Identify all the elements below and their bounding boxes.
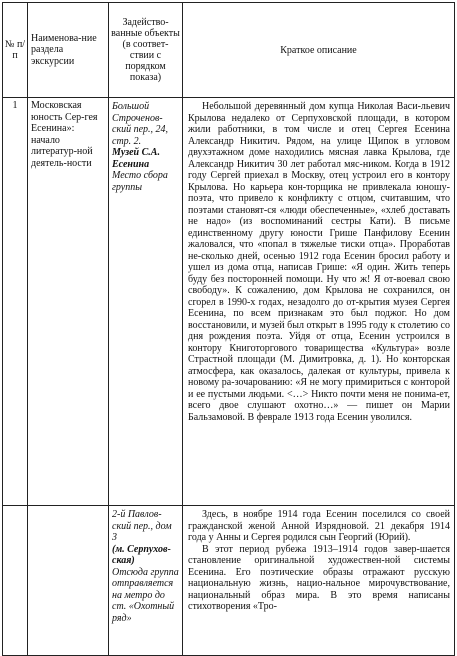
row-objects <box>109 98 183 506</box>
table-row <box>3 98 455 506</box>
header-objects: Задейство-ванные объекты (в соответ-ствии с порядком показа) <box>109 3 183 98</box>
header-section: Наименова-ние раздела экскурсии <box>28 3 109 98</box>
header-description: Краткое описание <box>183 3 455 98</box>
description-paragraph: Небольшой деревянный дом купца Николая Васи-льевич Крылова недалеко от Серпуховской площади, в котором жили работники, в том числе и отец Сергея Есенина Александр Никитич. Рядом, на улице Щипок в угловом двухэтажном доме находились мясная лавка Крылова, где Александр Никитич 30 лет работал мяс-ником. Когда в 1912 году Сергей приехал в Москву, отец устроил его в контору Крылова. Но карьера кон-торщика не привлекала юношу-поэта, что привело к конфликту с отцом, считавшим, что поэтами становят-ся «люди обеспеченные», «хлеб доставать не надо» (из воспоминаний сестры Кати). В письме единственному другу юности Грише Панфилову Есенин жаловался, что «попал в тяжелые тиски отца». Проработав не-сколько дней, осенью 1912 года Есенин бросил работу и ушел из дома отца, написав Грише: «Я один. Жить теперь буду без посторонней помощи. Ну что ж! Я от-воевал свою свободу». К сожалению, дом Крылова не сохранился, он сгорел в 1990-х годах, незадолго до от-крытия музея Сергея Есенина, по всем признакам это был поджог. Но дом восстановили, и музей был открыт в 1995 году к столетию со дня рождения поэта. Уйдя от отца, Есенин устроился в контору Книготоргового товарищества «Культура» возле Страстной площади (М. Димитровка, д. 1). Но конторская атмосфера, как оказалось, далекая от культуры, привела к новому ра-зочарованию: «Я не могу примириться с конторой и ее пустыми людьми. <…> Никто почти меня не понима-ет, всего двое слушают охотно…» — пишет он Марии Бальзамовой. В феврале 1913 года Есенин уволился. <box>188 101 450 423</box>
row-description <box>183 98 455 506</box>
row-num-empty <box>3 506 28 656</box>
row-num: 1 <box>3 98 28 506</box>
object-note: Место сбора группы <box>112 170 168 193</box>
description-paragraph: Здесь, в ноябре 1914 года Есенин поселился со своей гражданской женой Анной Изрядновой. 21 декабря 1914 года у Анны и Сергея родился сын Георгий (Юрий). <box>188 509 450 543</box>
header-num: № п/п <box>3 3 28 98</box>
object-address: 2-й Павлов-ский пер., дом 3 <box>112 509 172 543</box>
table-header-row <box>3 3 455 98</box>
object-metro: (м. Серпухов-ская) <box>112 543 171 566</box>
row-section-empty <box>28 506 109 656</box>
row-objects <box>109 506 183 656</box>
description-paragraph: В этот период рубежа 1913–1914 годов завер-шается становление оригинальной художествен-ной системы Есенина. Его поэтические образы отражают русскую национальную жизнь, нацио-нальное мирочувствование, национальный образ мира. В это время написаны стихотворения «Тро- <box>188 543 450 612</box>
excursion-table <box>2 2 455 656</box>
object-note: Отсюда группа отправляется на метро до ст. «Охотный ряд» <box>112 566 179 624</box>
row-description <box>183 506 455 656</box>
row-section: Московская юность Сер-гея Есенина»: начало литератур-ной деятель-ности <box>28 98 109 506</box>
object-address: Большой Строченов-ский пер., 24, стр. 2. <box>112 101 169 147</box>
table-row <box>3 506 455 656</box>
object-museum: Музей С.А. Есенина <box>112 147 160 170</box>
